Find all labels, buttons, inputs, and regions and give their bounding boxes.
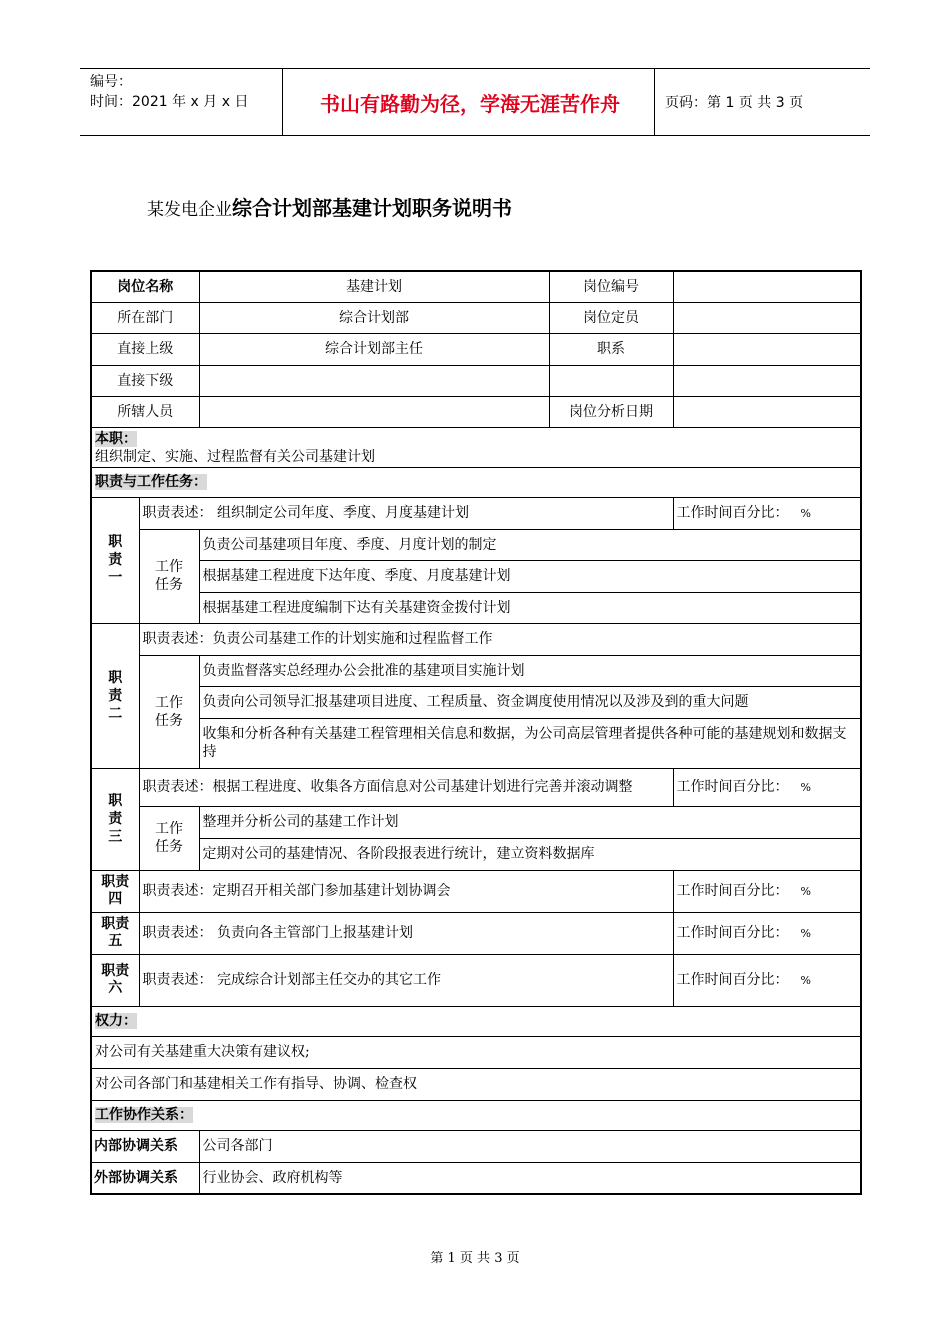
task-label: 工作任务 <box>139 529 199 623</box>
blank-cell <box>549 365 673 396</box>
header-meta <box>90 72 248 112</box>
task-row <box>91 718 861 768</box>
duty-description: 职责表述：根据工程进度、收集各方面信息对公司基建计划进行完善并滚动调整 <box>139 768 673 806</box>
quota-value <box>673 302 861 333</box>
duty-description: 职责表述：负责公司基建工作的计划实施和过程监督工作 <box>139 623 861 655</box>
document-title <box>147 192 512 221</box>
task-item: 收集和分析各种有关基建工程管理相关信息和数据，为公司高层管理者提供各种可能的基建规划和数据支持 <box>199 718 861 768</box>
task-row <box>91 655 861 686</box>
duty-row <box>91 768 861 806</box>
header-divider <box>282 68 283 136</box>
task-row <box>91 806 861 838</box>
task-row <box>91 560 861 592</box>
work-time-percentage: 工作时间百分比： % <box>673 912 861 954</box>
duty-summary-text: 组织制定、实施、过程监督有关公司基建计划 <box>95 448 375 465</box>
post-number-label: 岗位编号 <box>549 271 673 302</box>
external-coordination-value: 行业协会、政府机构等 <box>199 1162 861 1194</box>
cooperation-heading: 工作协作关系： <box>91 1100 861 1130</box>
info-row <box>91 333 861 365</box>
blank-cell <box>673 365 861 396</box>
post-name-label: 岗位名称 <box>91 271 199 302</box>
page-footer: 第 1 页 共 3 页 <box>430 1251 520 1266</box>
duty-row <box>91 912 861 954</box>
cooperation-heading-row <box>91 1100 861 1130</box>
duty-label: 职责二 <box>91 623 139 768</box>
department-value: 综合计划部 <box>199 302 549 333</box>
work-time-percentage: 工作时间百分比： % <box>673 954 861 1006</box>
cooperation-row <box>91 1130 861 1162</box>
duty-description: 职责表述： 组织制定公司年度、季度、月度基建计划 <box>139 497 673 529</box>
superior-label: 直接上级 <box>91 333 199 365</box>
grade-value <box>673 333 861 365</box>
title-main: 综合计划部基建计划职务说明书 <box>232 196 512 220</box>
duty-label: 职责三 <box>91 768 139 870</box>
cooperation-row <box>91 1162 861 1194</box>
task-item: 根据基建工程进度下达年度、季度、月度基建计划 <box>199 560 861 592</box>
department-label: 所在部门 <box>91 302 199 333</box>
header-page: 页码：第 1 页 共 3 页 <box>665 95 804 111</box>
grade-label: 职系 <box>549 333 673 365</box>
page-header <box>80 68 870 136</box>
duty-row <box>91 497 861 529</box>
post-number-value <box>673 271 861 302</box>
duty-summary-heading: 本职： <box>95 430 137 447</box>
authority-heading: 权力： <box>91 1006 861 1036</box>
info-row <box>91 365 861 396</box>
title-prefix: 某发电企业 <box>147 200 232 220</box>
duty-row <box>91 623 861 655</box>
duty-row <box>91 954 861 1006</box>
task-item: 整理并分析公司的基建工作计划 <box>199 806 861 838</box>
duty-description: 职责表述：定期召开相关部门参加基建计划协调会 <box>139 870 673 912</box>
authority-row <box>91 1068 861 1100</box>
duty-row <box>91 870 861 912</box>
authority-item: 对公司各部门和基建相关工作有指导、协调、检查权 <box>91 1068 861 1100</box>
superior-value: 综合计划部主任 <box>199 333 549 365</box>
header-time: 时间：2021 年 x 月 x 日 <box>90 94 249 110</box>
duty-label: 职责一 <box>91 497 139 623</box>
authority-heading-row <box>91 1006 861 1036</box>
duty-summary-cell <box>91 427 861 467</box>
analysis-date-value <box>673 396 861 427</box>
internal-coordination-label: 内部协调关系 <box>91 1130 199 1162</box>
task-row <box>91 686 861 718</box>
post-name-value: 基建计划 <box>199 271 549 302</box>
info-row <box>91 271 861 302</box>
staff-label: 所辖人员 <box>91 396 199 427</box>
subordinate-label: 直接下级 <box>91 365 199 396</box>
task-item: 根据基建工程进度编制下达有关基建资金拨付计划 <box>199 592 861 623</box>
external-coordination-label: 外部协调关系 <box>91 1162 199 1194</box>
internal-coordination-value: 公司各部门 <box>199 1130 861 1162</box>
duty-label: 职责四 <box>91 870 139 912</box>
task-label: 工作任务 <box>139 806 199 870</box>
authority-row <box>91 1036 861 1068</box>
staff-value <box>199 396 549 427</box>
duties-heading: 职责与工作任务： <box>91 467 861 497</box>
task-row <box>91 838 861 870</box>
task-item: 定期对公司的基建情况、各阶段报表进行统计，建立资料数据库 <box>199 838 861 870</box>
task-item: 负责向公司领导汇报基建项目进度、工程质量、资金调度使用情况以及涉及到的重大问题 <box>199 686 861 718</box>
duty-description: 职责表述： 负责向各主管部门上报基建计划 <box>139 912 673 954</box>
task-label: 工作任务 <box>139 655 199 768</box>
work-time-percentage: 工作时间百分比： % <box>673 497 861 529</box>
duties-heading-row <box>91 467 861 497</box>
duty-label: 职责六 <box>91 954 139 1006</box>
task-row <box>91 529 861 560</box>
work-time-percentage: 工作时间百分比： % <box>673 768 861 806</box>
duty-description: 职责表述： 完成综合计划部主任交办的其它工作 <box>139 954 673 1006</box>
task-row <box>91 592 861 623</box>
task-item: 负责公司基建项目年度、季度、月度计划的制定 <box>199 529 861 560</box>
task-item: 负责监督落实总经理办公会批准的基建项目实施计划 <box>199 655 861 686</box>
job-description-table <box>90 270 862 1195</box>
quota-label: 岗位定员 <box>549 302 673 333</box>
duty-summary-row <box>91 427 861 467</box>
duty-label: 职责五 <box>91 912 139 954</box>
header-slogan: 书山有路勤为径，学海无涯苦作舟 <box>320 91 620 116</box>
authority-item: 对公司有关基建重大决策有建议权; <box>91 1036 861 1068</box>
info-row <box>91 302 861 333</box>
header-number: 编号： <box>90 74 132 90</box>
info-row <box>91 396 861 427</box>
work-time-percentage: 工作时间百分比： % <box>673 870 861 912</box>
subordinate-value <box>199 365 549 396</box>
analysis-date-label: 岗位分析日期 <box>549 396 673 427</box>
